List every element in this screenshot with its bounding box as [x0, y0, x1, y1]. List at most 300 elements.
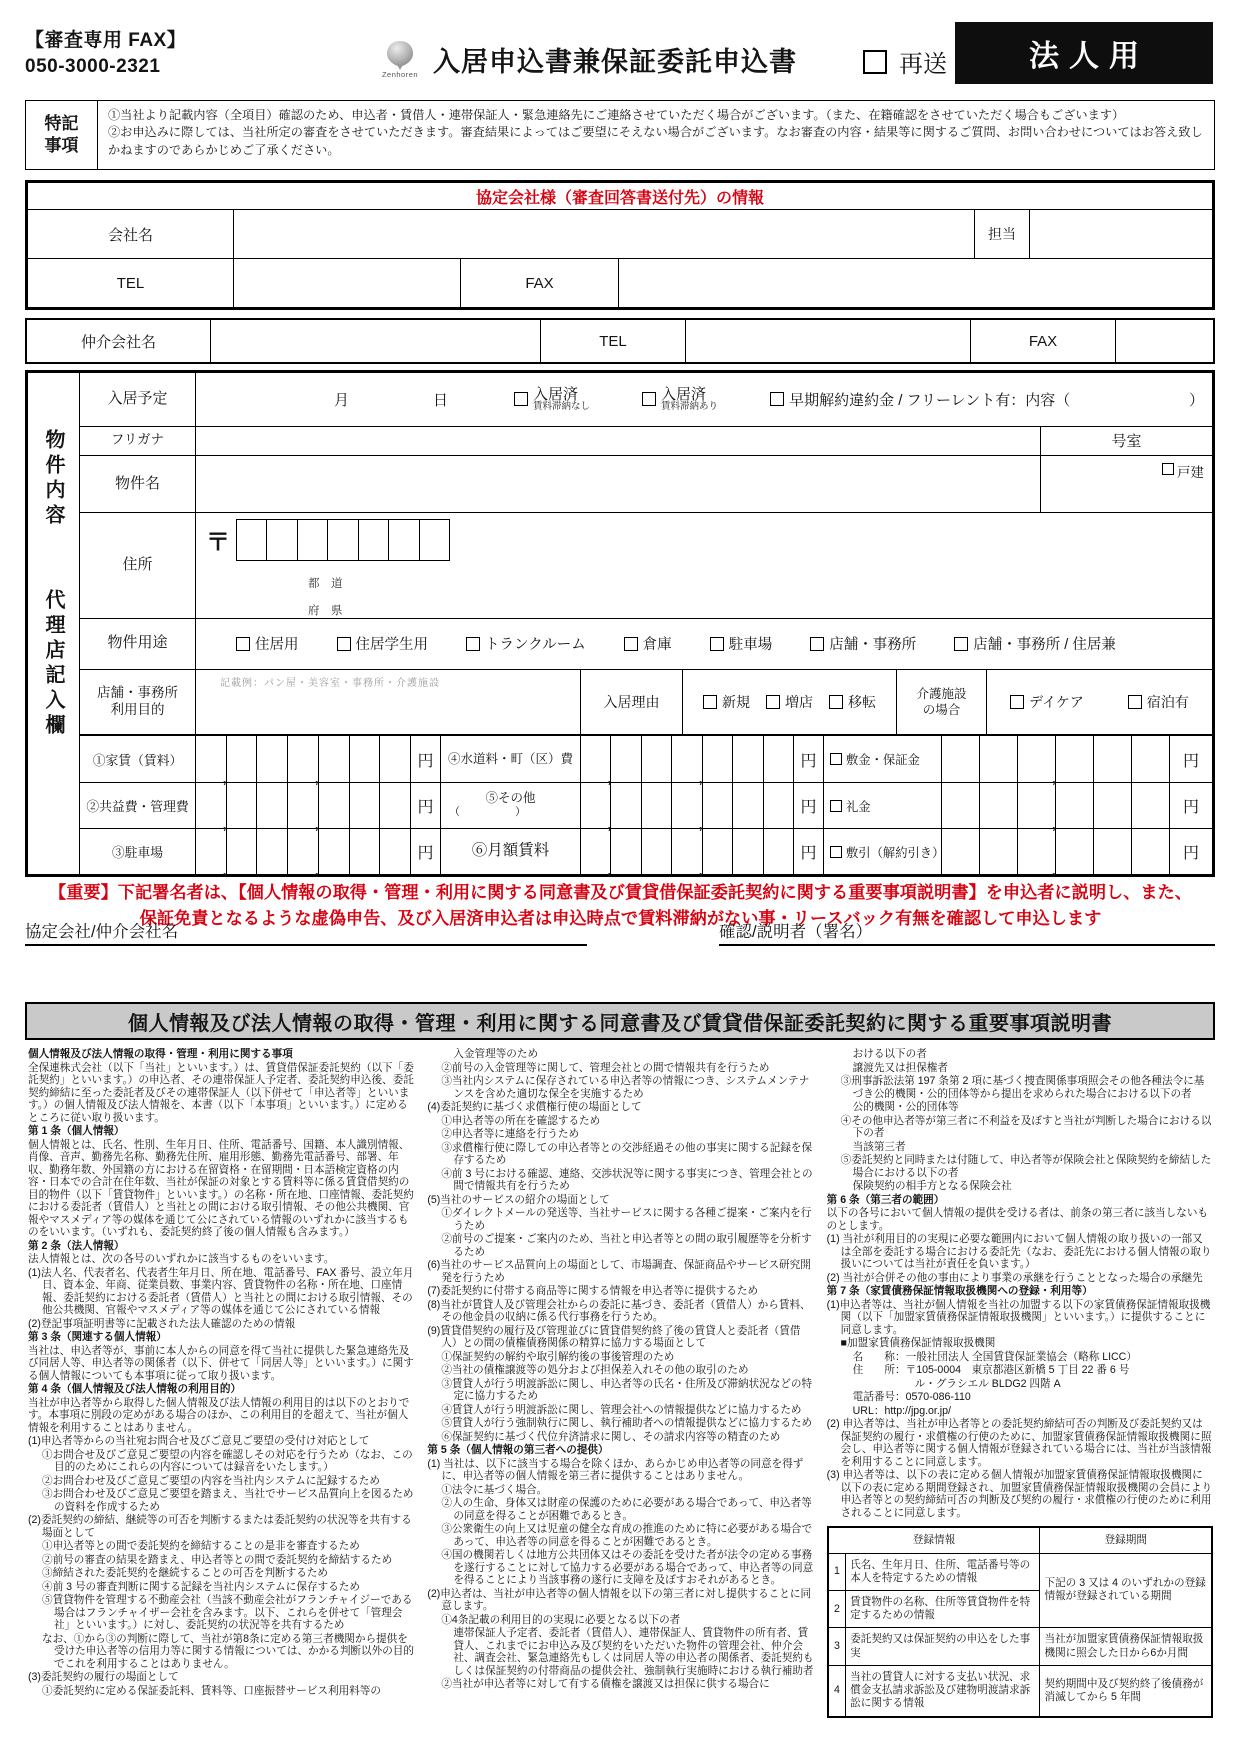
movein-option-sublabel: 賃料滞納なし [533, 401, 591, 413]
usage-option-checkbox[interactable] [810, 637, 824, 651]
money-digit-cell[interactable] [979, 829, 1017, 874]
terms-paragraph: 法人情報とは、次の各号のいずれかに該当するものをいいます。 [28, 1253, 335, 1265]
money-digit-cell[interactable] [610, 829, 640, 874]
terms-paragraph: 入金管理等のため [453, 1048, 539, 1060]
money-cells [941, 783, 1169, 828]
broker-name-label: 仲介会社名 [80, 333, 156, 351]
corporate-use-badge: 法人用 [955, 22, 1213, 84]
fee-mid-label [440, 783, 580, 828]
important-notice-line2: 保証免責となるような虚偽申告、及び入居済申込者は申込時点で賃料滞納がない事・リースバック有無を確認して申込します [139, 907, 1102, 928]
form-header [25, 22, 1215, 92]
money-digit-cell[interactable] [641, 829, 671, 874]
money-digit-cell[interactable] [287, 736, 318, 782]
money-digit-cell[interactable] [763, 736, 793, 782]
money-digit-cell[interactable] [379, 736, 410, 782]
fee-right-checkbox[interactable] [830, 753, 842, 765]
terms-heading: 第 4 条（個人情報及び法人情報の利用目的） [28, 1383, 242, 1395]
fee-left-label: ①家賃（賃料） [92, 752, 183, 768]
terms-paragraph: ⑤委託契約と同時または付随して、申込者等が保険会社と保険契約を締結した場合における以下の者 [840, 1154, 1212, 1179]
terms-paragraph: ②申込者等に連絡を行うため [441, 1128, 580, 1140]
registration-period-cell: 契約期間中及び契約終了後債務が消滅してから 5 年間 [1040, 1665, 1212, 1716]
fee-right-option [823, 783, 941, 828]
money-digit-cell[interactable] [671, 829, 701, 874]
money-digit-cell[interactable] [942, 736, 979, 782]
digit-cell[interactable] [327, 520, 357, 560]
usage-option-label: 倉庫 [642, 637, 672, 654]
broker-name-field[interactable] [210, 320, 540, 362]
money-digit-cell[interactable] [581, 829, 610, 874]
prefecture-hint-line1: 都 道 [308, 577, 343, 590]
money-digit-cell[interactable] [349, 736, 380, 782]
terms-paragraph: ⑤賃貸物件を管理する不動産会社（当該不動産会社がフランチャイジーである場合はフランチャイザー会社を含みます。以下、これらを併せて「管理会社」といいます。）に対し、委託契約の状況等を共有するため [42, 1594, 413, 1631]
staff-label: 担当 [974, 210, 1029, 258]
terms-paragraph: (1)申込者等からの当社宛お問合せ及びご意見ご要望の受付け対応として [28, 1435, 370, 1447]
registration-info-cell: 委託契約又は保証契約の申込をした事実 [846, 1628, 1040, 1665]
money-digit-cell[interactable] [702, 783, 732, 828]
confirmer-signature-field[interactable] [719, 920, 1215, 946]
detached-house-label: 戸建 [1177, 465, 1204, 481]
terms-paragraph: URL：http://jpg.or.jp/ [852, 1404, 951, 1417]
money-digit-cell[interactable] [226, 829, 257, 874]
signature-row [25, 920, 1215, 946]
broker-tel-field[interactable] [685, 320, 970, 362]
usage-option-checkbox[interactable] [337, 637, 351, 651]
money-digit-cell[interactable] [942, 783, 979, 828]
movein-option-label: 入居済 [661, 385, 707, 403]
terms-paragraph: 全保連株式会社（以下「当社」といいます。）は、賃貸借保証委託契約（以下「委託契約」といいます。）の申込者、その連帯保証人予定者、委託契約申込後、委託契約締結に至った委託者及びその連帯保証人（以下併せて「申込者等」といいます。）の個人情報及び法人情報を、本書（以下「本事項」といいます。）に定めるところに従い取り扱います。 [28, 1061, 414, 1124]
terms-paragraph: (2)申込者は、当社が申込者等の個人情報を以下の第三者に対し提供することに同意します。 [427, 1587, 812, 1612]
care-option [1128, 692, 1189, 712]
terms-heading: 個人情報及び法人情報の取得・管理・利用に関する事項 [28, 1048, 293, 1060]
registration-row-number: 1 [828, 1553, 846, 1590]
terms-paragraph: (3) 申込者等は、以下の表に定める個人情報が加盟家賃債務保証情報取扱機関に以下の表に定める期間登録され、加盟家賃債務保証情報取扱機関の会員により申込者等との契約締結可否の判断及び契約の履行・求償権の行使のために利用されることに同意します。 [826, 1469, 1213, 1519]
broker-fax-field[interactable] [1115, 320, 1213, 362]
digit-cell[interactable] [266, 520, 296, 560]
money-digit-cell[interactable] [256, 829, 287, 874]
shop-purpose-hint: 記載例：パン屋・美容室・事務所・介護施設 [220, 677, 440, 689]
money-digit-cell[interactable] [763, 783, 793, 828]
money-digit-cell[interactable] [732, 829, 762, 874]
movein-option-sublabel: 賃料滞納あり [661, 401, 719, 413]
money-digit-cell[interactable] [379, 783, 410, 828]
digit-cell[interactable] [358, 520, 388, 560]
digit-cell[interactable] [388, 520, 418, 560]
logo-text: Zenhoren [381, 70, 419, 79]
money-digit-cell[interactable] [610, 783, 640, 828]
movein-option [642, 387, 718, 413]
reason-option-checkbox[interactable] [703, 695, 717, 709]
money-digit-cell[interactable] [702, 829, 732, 874]
terms-paragraph: (2)登記事項証明書等に記載された法人確認のための情報 [28, 1317, 296, 1330]
reason-option-label: 新規 [722, 694, 750, 711]
care-option-label: デイケア [1029, 694, 1084, 711]
digit-cell[interactable] [419, 520, 449, 560]
reason-option [703, 692, 750, 712]
movein-option-checkbox[interactable] [514, 392, 528, 406]
money-digit-cell[interactable] [318, 783, 349, 828]
property-name-label: 物件名 [114, 474, 160, 492]
registration-table-header-row [828, 1527, 1212, 1553]
move-in-content[interactable] [195, 373, 1212, 426]
shop-purpose-label-line1: 店舗・事務所 [97, 685, 178, 701]
care-options [986, 670, 1212, 735]
partner-fax-field[interactable] [618, 259, 1212, 307]
terms-heading: 第 3 条（関連する個人情報） [28, 1331, 167, 1343]
money-digit-cell[interactable] [1055, 783, 1093, 828]
terms-paragraph: ■加盟家賃債務保証情報取扱機関 [840, 1337, 996, 1349]
fee-right-checkbox[interactable] [830, 800, 842, 812]
care-option-checkbox[interactable] [1010, 695, 1024, 709]
money-digit-cell[interactable] [1017, 829, 1055, 874]
agreement-banner: 個人情報及び法人情報の取得・管理・利用に関する同意書及び賃貸借保証委託契約に関する重要事項説明書 [25, 1002, 1215, 1040]
terms-paragraph: ③当社内システムに保存されている申込者等の情報につき、システムメンテナンスを含めた適切な保全を実施するため [441, 1075, 810, 1100]
special-notes-label [26, 101, 98, 169]
money-digit-cell[interactable] [732, 783, 762, 828]
property-name-row [80, 455, 1212, 512]
money-digit-cell[interactable] [256, 783, 287, 828]
terms-paragraph: ①法令に基づく場合。 [441, 1483, 548, 1496]
fee-right-label: 敷引（解約引き） [846, 845, 945, 860]
terms-paragraph: ⑤賃貸人が行う強制執行に関し、執行補助者への情報提供などに協力するため [441, 1417, 813, 1429]
money-digit-cell[interactable] [1055, 736, 1093, 782]
yen-label: 円 [1169, 736, 1212, 782]
reason-option-checkbox[interactable] [829, 695, 843, 709]
usage-option-checkbox[interactable] [466, 637, 480, 651]
terms-heading: 第 2 条（法人情報） [28, 1239, 125, 1252]
care-option [1010, 692, 1084, 712]
terms-paragraph: (5)当社のサービスの紹介の場面として [427, 1193, 610, 1206]
movein-option-checkbox[interactable] [642, 392, 656, 406]
terms-paragraph: ①申込者等との間で委託契約を締結することの是非を審査するため [42, 1540, 360, 1552]
usage-option-label: 店舗・事務所 / 住居兼 [973, 637, 1116, 654]
registration-info-cell: 氏名、生年月日、住所、電話番号等の本人を特定するための情報 [846, 1553, 1040, 1590]
sidebar-agency-label: 代理店記入欄 [42, 589, 64, 739]
registration-info-cell: 当社の賃貸人に対する支払い状況、求償金支払請求訴訟及び建物明渡請求訴訟に関する情報 [846, 1665, 1040, 1716]
money-cells [941, 829, 1169, 874]
money-digit-cell[interactable] [1131, 829, 1169, 874]
registration-row-number: 3 [828, 1628, 846, 1665]
movein-options [514, 387, 1212, 413]
movein-option-text [661, 387, 718, 413]
usage-row [80, 618, 1212, 669]
movein-option-close-paren: ） [1188, 391, 1204, 409]
yen-label: 円 [793, 829, 823, 874]
special-notes-label-line1: 特記 [44, 113, 79, 133]
terms-paragraph: ②前号の入金管理等に関して、管理会社との間で情報共有を行うため [441, 1061, 770, 1074]
terms-paragraph: ②お問合わせ及びご意見ご要望の内容を当社内システムに記録するため [42, 1474, 380, 1487]
usage-option-checkbox[interactable] [954, 637, 968, 651]
care-facility-label-line1: 介護施設 [916, 687, 967, 702]
usage-option-checkbox[interactable] [236, 637, 250, 651]
terms-paragraph: ②前号のご提案・ご案内のため、当社と申込者等との間の取引履歴等を分析するため [441, 1233, 812, 1258]
partner-company-row [28, 210, 1212, 258]
terms-paragraph: 電話番号：0570-086-110 [852, 1391, 971, 1403]
fee-mid-label [440, 829, 580, 874]
postal-mark: 〒 [206, 529, 230, 557]
money-digit-cell[interactable] [1093, 829, 1131, 874]
terms-column-3 [827, 1048, 1213, 1750]
furigana-field[interactable] [195, 427, 1040, 455]
month-label: 月 [334, 391, 350, 409]
money-digit-cell[interactable] [979, 736, 1017, 782]
postal-code-group [206, 519, 450, 561]
terms-paragraph: ④国の機関若しくは地方公共団体又はその委託を受けた者が法令の定める事務を遂行することに対して協力する必要がある場合であって、申込者等の同意を得ることにより当該事務の遂行に支障を及ぼすおそれがあるとき。 [441, 1549, 814, 1586]
fax-info [25, 28, 186, 79]
terms-paragraph: 以下の各号において個人情報の提供を受ける者は、前条の第三者に該当しないものとします。 [826, 1207, 1209, 1232]
terms-paragraph: なお、①から③の判断に際して、当社が第8条に定める第三者機関から提供を受けた申込者等の信用力等に関する情報については、かかる判断以外の目的でこれを利用することはありません。 [42, 1632, 414, 1670]
fee-right-checkbox[interactable] [830, 846, 842, 858]
money-digit-cell[interactable] [1093, 736, 1131, 782]
form-title: 入居申込書兼保証委託申込書 [433, 47, 797, 77]
partner-tel-row [28, 258, 1212, 307]
movein-option-text [533, 387, 590, 413]
money-digit-cell[interactable] [581, 783, 610, 828]
usage-option [710, 633, 773, 654]
terms-paragraph: (8)当社が賃貸人及び管理会社からの委託に基づき、委託者（賃借人）から賃料、その他金員の収納に係る代行事務を行うため。 [427, 1298, 811, 1323]
money-digit-cell[interactable] [226, 736, 257, 782]
money-digit-cell[interactable] [196, 783, 226, 828]
registration-row-number: 2 [828, 1590, 846, 1627]
money-digit-cell[interactable] [1017, 736, 1055, 782]
usage-label: 物件用途 [107, 634, 168, 652]
usage-option [337, 633, 429, 654]
terms-paragraph: ③お問合わせ及びご意見ご要望を踏まえ、当社でサービス品質向上を図るための資料を作成するため [42, 1488, 414, 1513]
terms-heading: 第 7 条（家賃債務保証情報取扱機関への登録・利用等） [826, 1285, 1093, 1297]
fee-mid-label [440, 736, 580, 782]
terms-paragraph: (1) 当社は、以下に該当する場合を除くほか、あらかじめ申込者等の同意を得ずに、申込者等の個人情報を第三者に提供することはありません。 [427, 1457, 804, 1482]
money-digit-cell[interactable] [763, 829, 793, 874]
movein-option-checkbox[interactable] [770, 392, 784, 406]
terms-paragraph: ④前 3 号における確認、連絡、交渉状況等に関する事実につき、管理会社との間で情報共有を行うため [441, 1167, 813, 1192]
partner-company-table [25, 180, 1215, 310]
money-digit-cell[interactable] [610, 736, 640, 782]
fee-mid-label-text: ④水道料・町（区）費 [447, 751, 573, 766]
money-digit-cell[interactable] [641, 736, 671, 782]
money-digit-cell[interactable] [671, 736, 701, 782]
usage-option [624, 633, 672, 654]
registration-info-cell: 賃貸物件の名称、住所等賃貸物件を特定するための情報 [846, 1590, 1040, 1627]
property-rows [80, 373, 1212, 874]
money-digit-cell[interactable] [349, 829, 380, 874]
fee-mid-label-text: ⑥月額賃料 [471, 842, 550, 860]
address-row [80, 512, 1212, 618]
resend-checkbox[interactable] [863, 50, 887, 74]
care-facility-label-line2: の場合 [922, 703, 961, 718]
care-option-label: 宿泊有 [1146, 694, 1189, 711]
money-cells [195, 736, 410, 782]
money-cells [580, 783, 793, 828]
yen-label: 円 [410, 736, 440, 782]
money-digit-cell[interactable] [1131, 783, 1169, 828]
terms-paragraph: ③公衆衛生の向上又は児童の健全な育成の推進のために特に必要がある場合であって、申込者等の同意を得ることが困難であるとき。 [441, 1523, 813, 1548]
yen-label: 円 [410, 829, 440, 874]
reason-option [766, 692, 813, 712]
digit-cell[interactable] [237, 520, 266, 560]
fee-right-label: 敷金・保証金 [846, 753, 920, 767]
registration-table-row [828, 1628, 1212, 1665]
partner-fax-label: FAX [460, 259, 618, 307]
terms-paragraph: ①保証契約の解約や取引解約後の事後管理のため [441, 1350, 675, 1363]
address-field[interactable] [195, 513, 1212, 618]
yen-label: 円 [793, 783, 823, 828]
movein-option-label: 入居済 [533, 385, 579, 403]
terms-paragraph: (2) 申込者等は、当社が申込者等との委託契約締結可否の判断及び委託契約又は保証契約の履行・求償権の行使のために、加盟家賃債務保証情報取扱機関に照会し、申込者等に関する個人情報が登録されている場合には、当社が当該情報を利用することに同意します。 [826, 1418, 1212, 1468]
money-digit-cell[interactable] [671, 783, 701, 828]
money-digit-cell[interactable] [641, 783, 671, 828]
money-digit-cell[interactable] [349, 783, 380, 828]
special-note-2: ②お申込みに際しては、当社所定の審査をさせていただきます。審査結果によってはご要望にそえない場合がございます。なお審査の内容・結果等に関するご質問、お問い合わせについてはお答え致しかねますのであらかじめご了承ください。 [108, 125, 1203, 157]
broker-company-table [25, 318, 1215, 364]
usage-option [466, 633, 586, 654]
prefecture-hint [308, 571, 343, 626]
usage-option-checkbox[interactable] [624, 637, 638, 651]
partner-broker-signature-label: 協定会社/仲介会社名 [25, 923, 179, 941]
usage-option-label: トランクルーム [485, 637, 586, 654]
money-digit-cell[interactable] [1017, 783, 1055, 828]
terms-column-1 [28, 1048, 414, 1750]
terms-paragraph: ②当社が申込者等に対して有する債権を譲渡又は担保に供する場合に [441, 1678, 770, 1690]
day-label: 日 [433, 391, 449, 409]
money-digit-cell[interactable] [256, 736, 287, 782]
fee-left-label: ②共益費・管理費 [86, 799, 189, 814]
fee-right-option [823, 736, 941, 782]
terms-paragraph: ③締結された委託契約を継続することの可否を判断するため [42, 1567, 329, 1579]
move-in-label: 入居予定 [107, 390, 168, 407]
money-digit-cell[interactable] [702, 736, 732, 782]
money-digit-cell[interactable] [287, 783, 318, 828]
detached-house-checkbox[interactable] [1162, 463, 1174, 475]
fee-row [80, 736, 1212, 782]
fee-row [80, 828, 1212, 874]
shop-purpose-row [80, 669, 1212, 735]
reason-option [829, 692, 876, 712]
usage-option-label: 住居学生用 [355, 637, 428, 654]
important-notice-line1: 【重要】下記署名者は、【個人情報の取得・管理・利用に関する同意書及び賃貸借保証委託契約に関する重要事項説明書】を申込者に説明し、また、 [49, 882, 1192, 902]
yen-label: 円 [410, 783, 440, 828]
money-cells [580, 829, 793, 874]
terms-paragraph: 連帯保証人予定者、委託者（賃借人）、連帯保証人、賃貸物件の所有者、賃貸人、これまでにお申込み及び契約をいただいた物件の管理会社、仲介会社、調査会社、緊急連絡先もしくは同居人等の申込者の関係者、委託契約もしくは保証契約の付帯商品の提供会社、強制執行実施時における執行補助者 [453, 1627, 814, 1677]
room-number-label: 号室 [1040, 427, 1212, 455]
title-block [377, 40, 797, 79]
money-digit-cell[interactable] [1055, 829, 1093, 874]
registration-row-number: 4 [828, 1665, 846, 1716]
usage-options [195, 619, 1212, 669]
terms-paragraph: 保険契約の相手方となる保険会社 [852, 1180, 1012, 1192]
terms-paragraph: (1)申込者等は、当社が個人情報を当社の加盟する以下の家賃債務保証情報取扱機関（以下「加盟家賃債務保証情報取扱機関」といいます。）に提供することに同意します。 [826, 1298, 1211, 1336]
company-name-field[interactable] [233, 210, 974, 258]
money-digit-cell[interactable] [732, 736, 762, 782]
money-digit-cell[interactable] [318, 736, 349, 782]
broker-tel-label: TEL [540, 320, 685, 362]
money-digit-cell[interactable] [1093, 783, 1131, 828]
money-digit-cell[interactable] [226, 783, 257, 828]
terms-paragraph: ④賃貸人が行う明渡訴訟に関し、管理会社への情報提供などに協力するため [441, 1403, 802, 1416]
section-sidebar [28, 373, 80, 874]
broker-fax-label: FAX [970, 320, 1115, 362]
terms-paragraph: (1) 当社が利用目的の実現に必要な範囲内において個人情報の取り扱いの一部又は全部を委託する場合における委託先（なお、委託先における個人情報の取り扱いについては当社が責任を負います。） [826, 1233, 1212, 1270]
money-digit-cell[interactable] [196, 829, 226, 874]
money-cells [195, 829, 410, 874]
usage-option [236, 633, 299, 654]
shop-purpose-label-line2: 利用目的 [110, 702, 165, 718]
registration-period-header: 登録期間 [1040, 1527, 1212, 1553]
special-note-1: ①当社より記載内容（全項目）確認のため、申込者・賃借人・連帯保証人・緊急連絡先にご連絡させていただく場合がございます。（また、在籍確認をさせていただく場合もございます） [108, 108, 1125, 122]
terms-paragraph: (4)委託契約に基づく求償権行使の場面として [427, 1101, 642, 1113]
money-digit-cell[interactable] [1131, 736, 1169, 782]
terms-paragraph: 当社は、申込者等が、事前に本人からの同意を得て当社に提供した緊急連絡先及び同居人等、申込者等の関係者（以下、併せて「同居人等」といいます。）に関する個人情報についても本事項に従って取り扱います。 [28, 1344, 414, 1382]
terms-paragraph: ①お問合せ及びご意見ご要望の内容を確認しその対応を行うため（なお、この目的のためにこれらの内容については録音をいたします。） [42, 1448, 413, 1473]
reason-option-label: 移転 [848, 694, 876, 711]
postal-code-cells [236, 519, 450, 561]
staff-field[interactable] [1029, 210, 1212, 258]
money-digit-cell[interactable] [581, 736, 610, 782]
registration-info-header: 登録情報 [828, 1527, 1040, 1553]
terms-paragraph: (2) 当社が合併その他の事由により事業の承継を行うこととなった場合の承継先 [826, 1271, 1203, 1284]
money-digit-cell[interactable] [287, 829, 318, 874]
registration-period-cell: 下記の 3 又は 4 のいずれかの登録情報が登録されている期間 [1040, 1553, 1212, 1628]
yen-label: 円 [1169, 783, 1212, 828]
fax-number: 050-3000-2321 [25, 55, 161, 77]
special-notes-box [25, 100, 1215, 170]
money-digit-cell[interactable] [979, 783, 1017, 828]
fee-right-label: 礼金 [846, 799, 871, 814]
property-name-field[interactable] [195, 456, 1040, 512]
money-cells [941, 736, 1169, 782]
registration-table-row [828, 1665, 1212, 1716]
usage-option-label: 駐車場 [728, 637, 773, 654]
care-option-checkbox[interactable] [1128, 695, 1142, 709]
terms-paragraph: ④その他申込者等が第三者に不利益を及ぼすと当社が判断した場合における以下の者 [840, 1114, 1212, 1139]
shop-purpose-label [80, 670, 195, 735]
yen-label: 円 [1169, 829, 1212, 874]
terms-paragraph: (1)法人名、代表者名、代表者生年月日、所在地、電話番号、FAX 番号、設立年月日、資本金、年商、従業員数、事業内容、賃貸物件の名称・所在地、口座情報、委託契約における委託者（賃借人）と当社との間における取引情報、その他公共機関、官報やマスメディア等の媒体を通じて公にされている情報 [28, 1266, 414, 1316]
shop-purpose-field[interactable] [195, 670, 580, 735]
fee-mid-label-text: ⑤その他 [485, 791, 536, 806]
usage-option-checkbox[interactable] [710, 637, 724, 651]
money-cells [580, 736, 793, 782]
movein-option-label: 早期解約違約金 / フリーレント有：内容（ [789, 391, 1071, 409]
terms-paragraph: ①ダイレクトメールの発送等、当社サービスに関する各種ご提案・ご案内を行うため [441, 1207, 812, 1232]
terms-paragraph: 住 所：〒105-0004 東京都港区新橋 5 丁目 22 番 6 号 [852, 1364, 1130, 1376]
terms-paragraph: おける以下の者 [852, 1048, 927, 1060]
fee-mid-sublabel: （ ） [449, 806, 526, 819]
terms-paragraph: ①申込者等の所在を確認するため [441, 1114, 601, 1127]
reason-option-label: 増店 [785, 694, 813, 711]
company-name-label: 会社名 [107, 226, 153, 244]
digit-cell[interactable] [297, 520, 327, 560]
terms-paragraph: 名 称：一般社団法人 全国賃貸保証業協会（略称 LICC） [852, 1350, 1137, 1363]
registration-table-row [828, 1553, 1212, 1590]
terms-paragraph: 公的機関・公的団体等 [852, 1101, 959, 1113]
money-digit-cell[interactable] [196, 736, 226, 782]
terms-paragraph: ②前号の審査の結果を踏まえ、申込者等との間で委託契約を締結するため [42, 1553, 393, 1566]
furigana-row [80, 426, 1212, 455]
money-digit-cell[interactable] [379, 829, 410, 874]
sidebar-property-label: 物件内容 [42, 429, 64, 529]
registration-table [827, 1526, 1213, 1718]
fee-left-label: ③駐車場 [111, 845, 164, 860]
reason-option-checkbox[interactable] [766, 695, 780, 709]
partner-broker-signature-field[interactable] [25, 920, 587, 946]
terms-paragraph: (3)委託契約の履行の場面として [28, 1671, 179, 1683]
terms-paragraph: (6)当社のサービス品質向上の場面として、市場調査、保証商品やサービス研究開発を行うため [427, 1259, 811, 1284]
partner-tel-field[interactable] [233, 259, 460, 307]
terms-paragraph: 個人情報とは、氏名、性別、生年月日、住所、電話番号、国籍、本人識別情報、肖像、音声、勤務先名称、勤務先住所、雇用形態、勤務先電話番号、部署、年収、勤務年数、外国籍の方における在留資格・在留期間・日本語検定資格の内容・日本での合計在住年数、当社が保証の対象とする賃料等に係る賃貸借契約の目的物件（以下「賃貸物件」といいます。）の名称・所在地、口座情報、委託契約における委託者（賃借人）と当社との間における取引情報、その他公共機関、官報やマスメディア等の媒体を通じて公にされている情報のいずれかに該当するものをいいます。（いずれも、委託契約終了後の個人情報も含みます。） [28, 1138, 414, 1238]
furigana-label: フリガナ [110, 432, 165, 448]
money-digit-cell[interactable] [942, 829, 979, 874]
agreement-terms [28, 1048, 1213, 1750]
money-digit-cell[interactable] [318, 829, 349, 874]
